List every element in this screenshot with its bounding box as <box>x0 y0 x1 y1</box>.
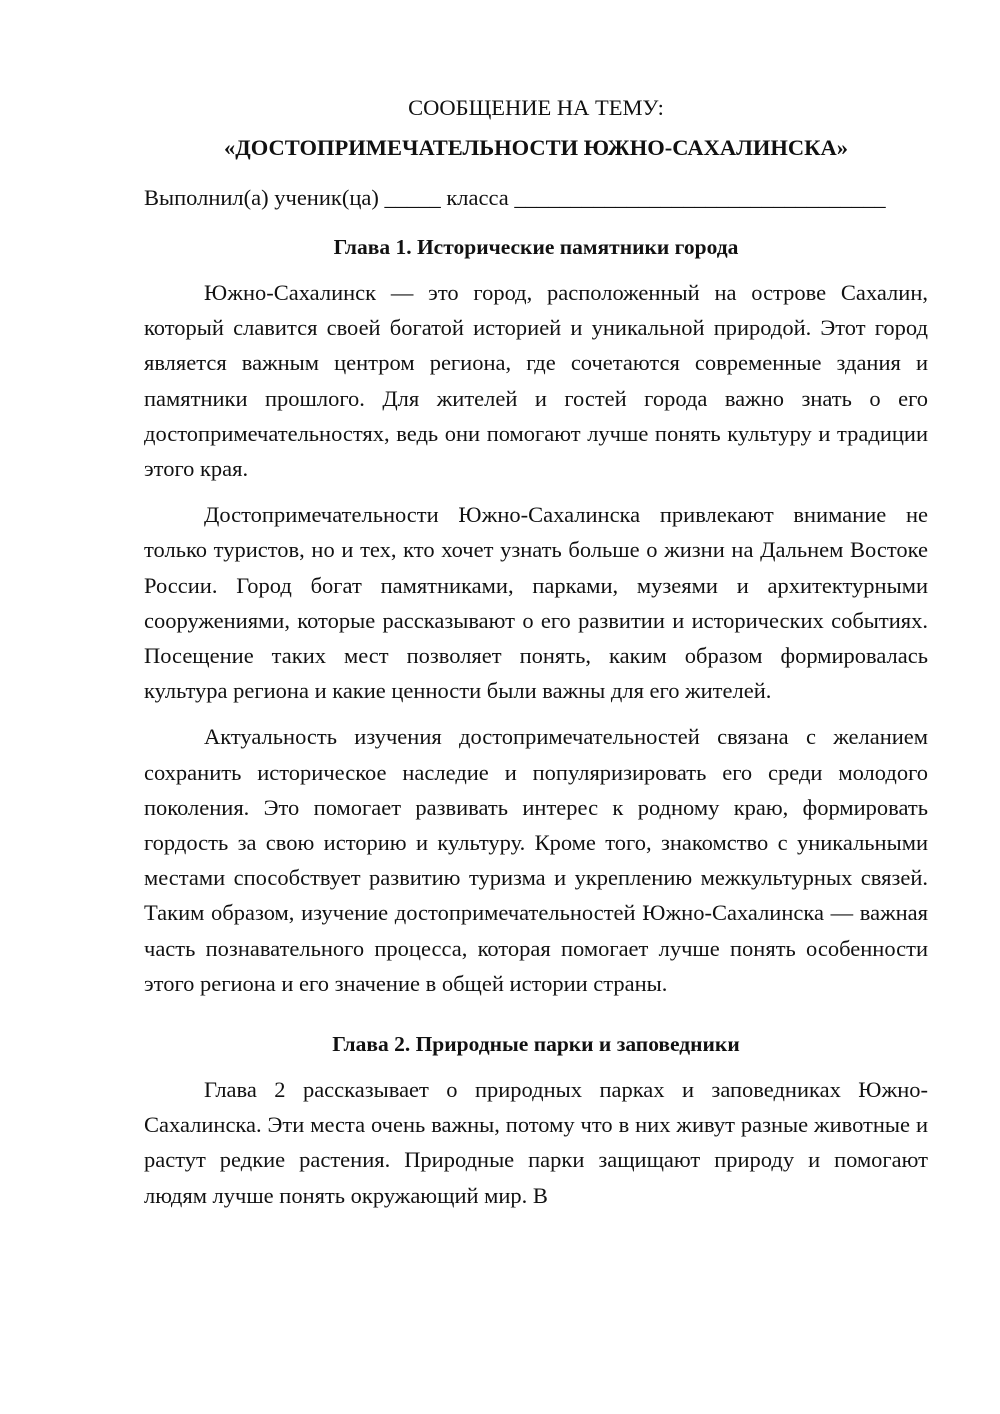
document-title-line-1: СООБЩЕНИЕ НА ТЕМУ: <box>408 95 664 120</box>
chapter-1-paragraph: Достопримечательности Южно-Сахалинска привлекают внимание не только туристов, но и тех, кто хочет узнать больше о жизни на Дальнем Востоке России. Город богат памятниками, парками, музеями и архитектурными сооружениями, которые рассказывают о его развитии и исторических событиях. Посещение таких мест позволяет понять, каким образом формировалась культура региона и какие ценности были важны для его жителей. <box>144 502 928 704</box>
chapter-1-heading: Глава 1. Исторические памятники города <box>333 235 739 259</box>
document-page <box>144 90 928 1213</box>
author-byline: Выполнил(а) ученик(ца) _____ класса _________________________________ <box>144 185 886 210</box>
chapter-1-paragraph: Актуальность изучения достопримечательностей связана с желанием сохранить историческое наследие и популяризировать его среди молодого поколения. Это помогает развивать интерес к родному краю, формировать гордость за свою историю и культуру. Кроме того, знакомство с уникальными местами способствует развитию туризма и укреплению межкультурных связей. Таким образом, изучение достопримечательностей Южно-Сахалинска — важная часть познавательного процесса, которая помогает лучше понять особенности этого региона и его значение в общей истории страны. <box>144 724 928 996</box>
chapter-2-paragraph: Глава 2 рассказывает о природных парках и заповедниках Южно-Сахалинска. Эти места очень важны, потому что в них живут разные животные и растут редкие растения. Природные парки защищают природу и помогают людям лучше понять окружающий мир. В <box>144 1077 928 1208</box>
chapter-1-paragraph: Южно-Сахалинск — это город, расположенный на острове Сахалин, который славится своей богатой историей и уникальной природой. Этот город является важным центром региона, где сочетаются современные здания и памятники прошлого. Для жителей и гостей города важно знать о его достопримечательностях, ведь они помогают лучше понять культуру и традиции этого края. <box>144 280 928 482</box>
chapter-2-heading: Глава 2. Природные парки и заповедники <box>332 1032 740 1057</box>
document-title-line-2: «ДОСТОПРИМЕЧАТЕЛЬНОСТИ ЮЖНО-САХАЛИНСКА» <box>224 135 848 160</box>
